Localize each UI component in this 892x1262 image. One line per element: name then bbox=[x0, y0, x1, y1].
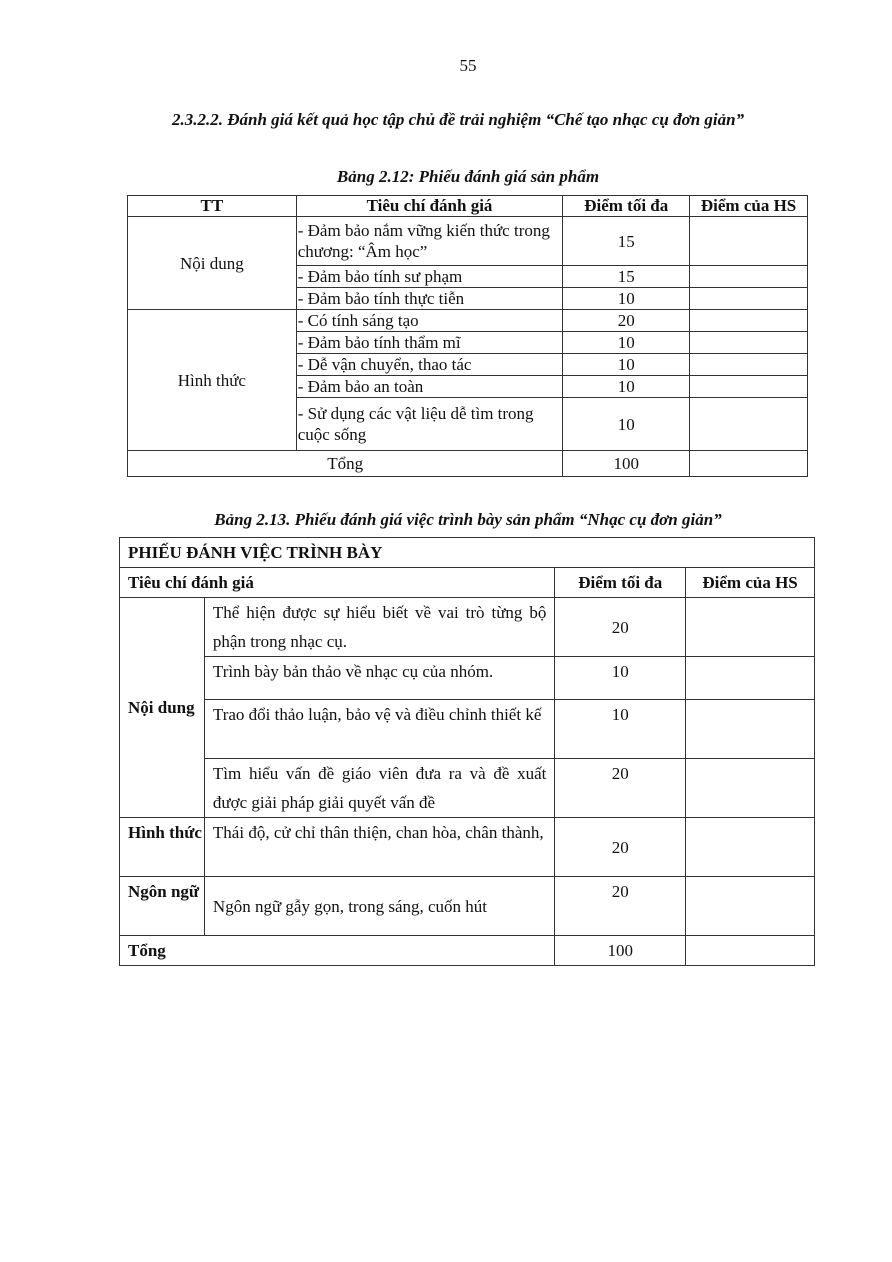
table-row bbox=[120, 759, 815, 818]
table-row bbox=[128, 217, 808, 266]
header-student-score: Điểm của HS bbox=[686, 568, 815, 598]
header-student-score: Điểm của HS bbox=[690, 196, 808, 217]
student-score-cell[interactable] bbox=[690, 332, 808, 354]
table2-caption: Bảng 2.13. Phiếu đánh giá việc trình bày sản phẩm “Nhạc cụ đơn giản” bbox=[214, 510, 722, 529]
max-score-cell: 20 bbox=[555, 818, 686, 877]
student-score-cell[interactable] bbox=[686, 700, 815, 759]
group-name: Nội dung bbox=[128, 217, 297, 310]
max-score-cell: 15 bbox=[563, 217, 690, 266]
student-score-cell[interactable] bbox=[686, 936, 815, 966]
student-score-cell[interactable] bbox=[690, 451, 808, 477]
header-max-score: Điểm tối đa bbox=[563, 196, 690, 217]
group-name: Nội dung bbox=[120, 598, 205, 818]
student-score-cell[interactable] bbox=[686, 598, 815, 657]
criterion-cell: - Có tính sáng tạo bbox=[296, 310, 563, 332]
max-score-cell: 10 bbox=[563, 398, 690, 451]
header-criteria: Tiêu chí đánh giá bbox=[120, 568, 555, 598]
group-name: Ngôn ngữ bbox=[120, 877, 205, 936]
student-score-cell[interactable] bbox=[690, 354, 808, 376]
group-name: Hình thức bbox=[128, 310, 297, 451]
max-score-cell: 10 bbox=[563, 332, 690, 354]
student-score-cell[interactable] bbox=[690, 398, 808, 451]
max-score-cell: 10 bbox=[555, 657, 686, 700]
student-score-cell[interactable] bbox=[686, 759, 815, 818]
criterion-cell: - Đảm bảo tính thẩm mĩ bbox=[296, 332, 563, 354]
table-row bbox=[120, 657, 815, 700]
total-label: Tổng bbox=[128, 451, 563, 477]
student-score-cell[interactable] bbox=[690, 376, 808, 398]
criterion-cell: - Đảm bảo nắm vững kiến thức trong chương: “Âm học” bbox=[296, 217, 563, 266]
criterion-cell: - Đảm bảo tính thực tiễn bbox=[296, 288, 563, 310]
total-value: 100 bbox=[555, 936, 686, 966]
header-criteria: Tiêu chí đánh giá bbox=[296, 196, 563, 217]
criterion-cell: Trình bày bản thảo về nhạc cụ của nhóm. bbox=[204, 657, 554, 700]
header-max-score: Điểm tối đa bbox=[555, 568, 686, 598]
header-tt: TT bbox=[128, 196, 297, 217]
max-score-cell: 15 bbox=[563, 266, 690, 288]
criterion-cell: - Đảm bảo tính sư phạm bbox=[296, 266, 563, 288]
table-header-row bbox=[120, 568, 815, 598]
criterion-cell: Thể hiện được sự hiểu biết về vai trò từng bộ phận trong nhạc cụ. bbox=[204, 598, 554, 657]
table-title: PHIẾU ĐÁNH VIỆC TRÌNH BÀY bbox=[120, 538, 815, 568]
criterion-cell: - Đảm bảo an toàn bbox=[296, 376, 563, 398]
student-score-cell[interactable] bbox=[690, 288, 808, 310]
table-row bbox=[120, 700, 815, 759]
max-score-cell: 20 bbox=[555, 877, 686, 936]
criterion-cell: Thái độ, cử chỉ thân thiện, chan hòa, chân thành, bbox=[204, 818, 554, 877]
total-value: 100 bbox=[563, 451, 690, 477]
max-score-cell: 20 bbox=[555, 598, 686, 657]
page-number: 55 bbox=[459, 56, 477, 75]
table-row bbox=[120, 598, 815, 657]
table-header-row bbox=[128, 196, 808, 217]
presentation-evaluation-table bbox=[119, 537, 815, 966]
student-score-cell[interactable] bbox=[686, 657, 815, 700]
student-score-cell[interactable] bbox=[690, 266, 808, 288]
total-row bbox=[120, 936, 815, 966]
total-label: Tổng bbox=[120, 936, 555, 966]
table-title-row bbox=[120, 538, 815, 568]
student-score-cell[interactable] bbox=[690, 217, 808, 266]
student-score-cell[interactable] bbox=[690, 310, 808, 332]
student-score-cell[interactable] bbox=[686, 877, 815, 936]
max-score-cell: 10 bbox=[563, 354, 690, 376]
max-score-cell: 10 bbox=[555, 700, 686, 759]
group-name: Hình thức bbox=[120, 818, 205, 877]
table1-caption: Bảng 2.12: Phiếu đánh giá sản phẩm bbox=[336, 167, 600, 186]
criterion-cell: - Dễ vận chuyển, thao tác bbox=[296, 354, 563, 376]
max-score-cell: 10 bbox=[563, 288, 690, 310]
max-score-cell: 10 bbox=[563, 376, 690, 398]
criterion-cell: - Sử dụng các vật liệu dễ tìm trong cuộc sống bbox=[296, 398, 563, 451]
student-score-cell[interactable] bbox=[686, 818, 815, 877]
criterion-cell: Trao đổi thảo luận, bảo vệ và điều chỉnh thiết kế bbox=[204, 700, 554, 759]
max-score-cell: 20 bbox=[563, 310, 690, 332]
section-heading: 2.3.2.2. Đánh giá kết quả học tập chủ đề trải nghiệm “Chế tạo nhạc cụ đơn giản” bbox=[172, 110, 745, 129]
table-row bbox=[120, 877, 815, 936]
max-score-cell: 20 bbox=[555, 759, 686, 818]
criterion-cell: Ngôn ngữ gẫy gọn, trong sáng, cuốn hút bbox=[204, 877, 554, 936]
table-row bbox=[120, 818, 815, 877]
table-row bbox=[128, 310, 808, 332]
product-evaluation-table bbox=[127, 195, 808, 477]
criterion-cell: Tìm hiểu vấn đề giáo viên đưa ra và đề xuất được giải pháp giải quyết vấn đề bbox=[204, 759, 554, 818]
total-row bbox=[128, 451, 808, 477]
